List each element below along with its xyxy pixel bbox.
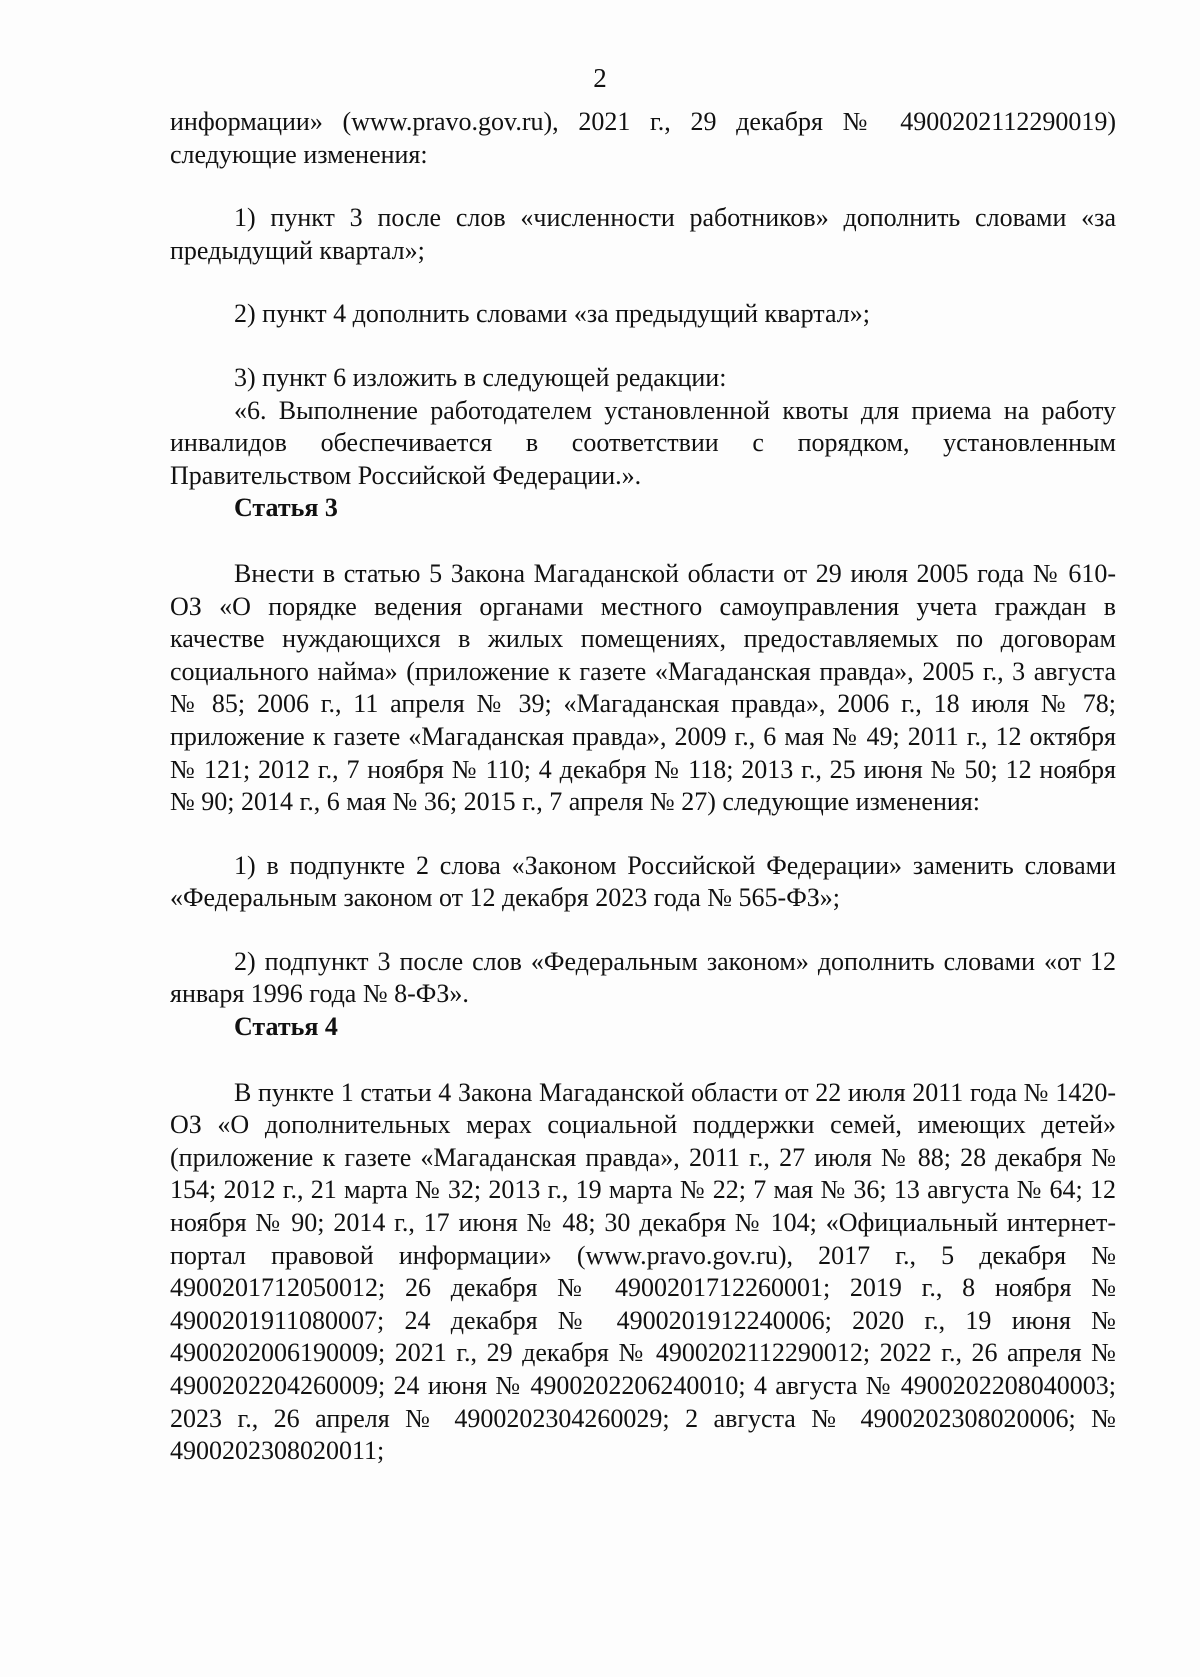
article-3-item-1: 1) в подпункте 2 слова «Законом Российской Федерации» заменить словами «Федеральным законом от 12 декабря 2023 года № 565-ФЗ»; [170, 850, 1116, 913]
paragraph-quoted-point-6: «6. Выполнение работодателем установленной квоты для приема на работу инвалидов обеспечивается в соответствии с порядком, установленным Правительством Российской Федерации.». [170, 395, 1116, 490]
article-4-text: В пункте 1 статьи 4 Закона Магаданской области от 22 июля 2011 года № 1420-ОЗ «О дополнительных мерах социальной поддержки семей, имеющих детей» (приложение к газете «Магаданская правда», 2011 г., 27 июля № 88; 28 декабря № 154; 2012 г., 21 марта № 32; 2013 г., 19 марта № 22; 7 мая № 36; 13 августа № 64; 12 ноября № 90; 2014 г., 17 июня № 48; 30 декабря № 104; «Официальный интернет-портал правовой информации» (www.pravo.gov.ru), 2017 г., 5 декабря № 4900201712050012; 26 декабря № 4900201712260001; 2019 г., 8 ноября № 4900201911080007; 24 декабря № 4900201912240006; 2020 г., 19 июня № 4900202006190009; 2021 г., 29 декабря № 4900202112290012; 2022 г., 26 апреля № 4900202204260009; 24 июня № 4900202206240010; 4 августа № 4900202208040003; 2023 г., 26 апреля № 4900202304260029; 2 августа № 4900202308020006; № 4900202308020011; [170, 1077, 1116, 1466]
paragraph-item-1: 1) пункт 3 после слов «численности работников» дополнить словами «за предыдущий квартал»; [170, 203, 1116, 265]
article-4-heading: Статья 4 [234, 1012, 338, 1042]
paragraph-continuation: информации» (www.pravo.gov.ru), 2021 г., 29 декабря № 4900202112290019) следующие изменения: [170, 107, 1116, 169]
article-3-heading: Статья 3 [234, 493, 338, 523]
document-body [170, 106, 1116, 1468]
paragraph-item-2: 2) пункт 4 дополнить словами «за предыдущий квартал»; [234, 299, 870, 329]
article-3-item-2: 2) подпункт 3 после слов «Федеральным законом» дополнить словами «от 12 января 1996 года № 8-ФЗ». [170, 946, 1116, 1009]
article-3-text: Внести в статью 5 Закона Магаданской области от 29 июля 2005 года № 610-ОЗ «О порядке ведения органами местного самоуправления учета граждан в качестве нуждающихся в жилых помещениях, предоставляемых по договорам социального найма» (приложение к газете «Магаданская правда», 2005 г., 3 августа № 85; 2006 г., 11 апреля № 39; «Магаданская правда», 2006 г., 18 июля № 78; приложение к газете «Магаданская правда», 2009 г., 6 мая № 49; 2011 г., 12 октября № 121; 2012 г., 7 ноября № 110; 4 декабря № 118; 2013 г., 25 июня № 50; 12 ноября № 90; 2014 г., 6 мая № 36; 2015 г., 7 апреля № 27) следующие изменения: [170, 558, 1116, 817]
paragraph-item-3: 3) пункт 6 изложить в следующей редакции: [234, 362, 727, 392]
page-number: 2 [593, 63, 607, 93]
